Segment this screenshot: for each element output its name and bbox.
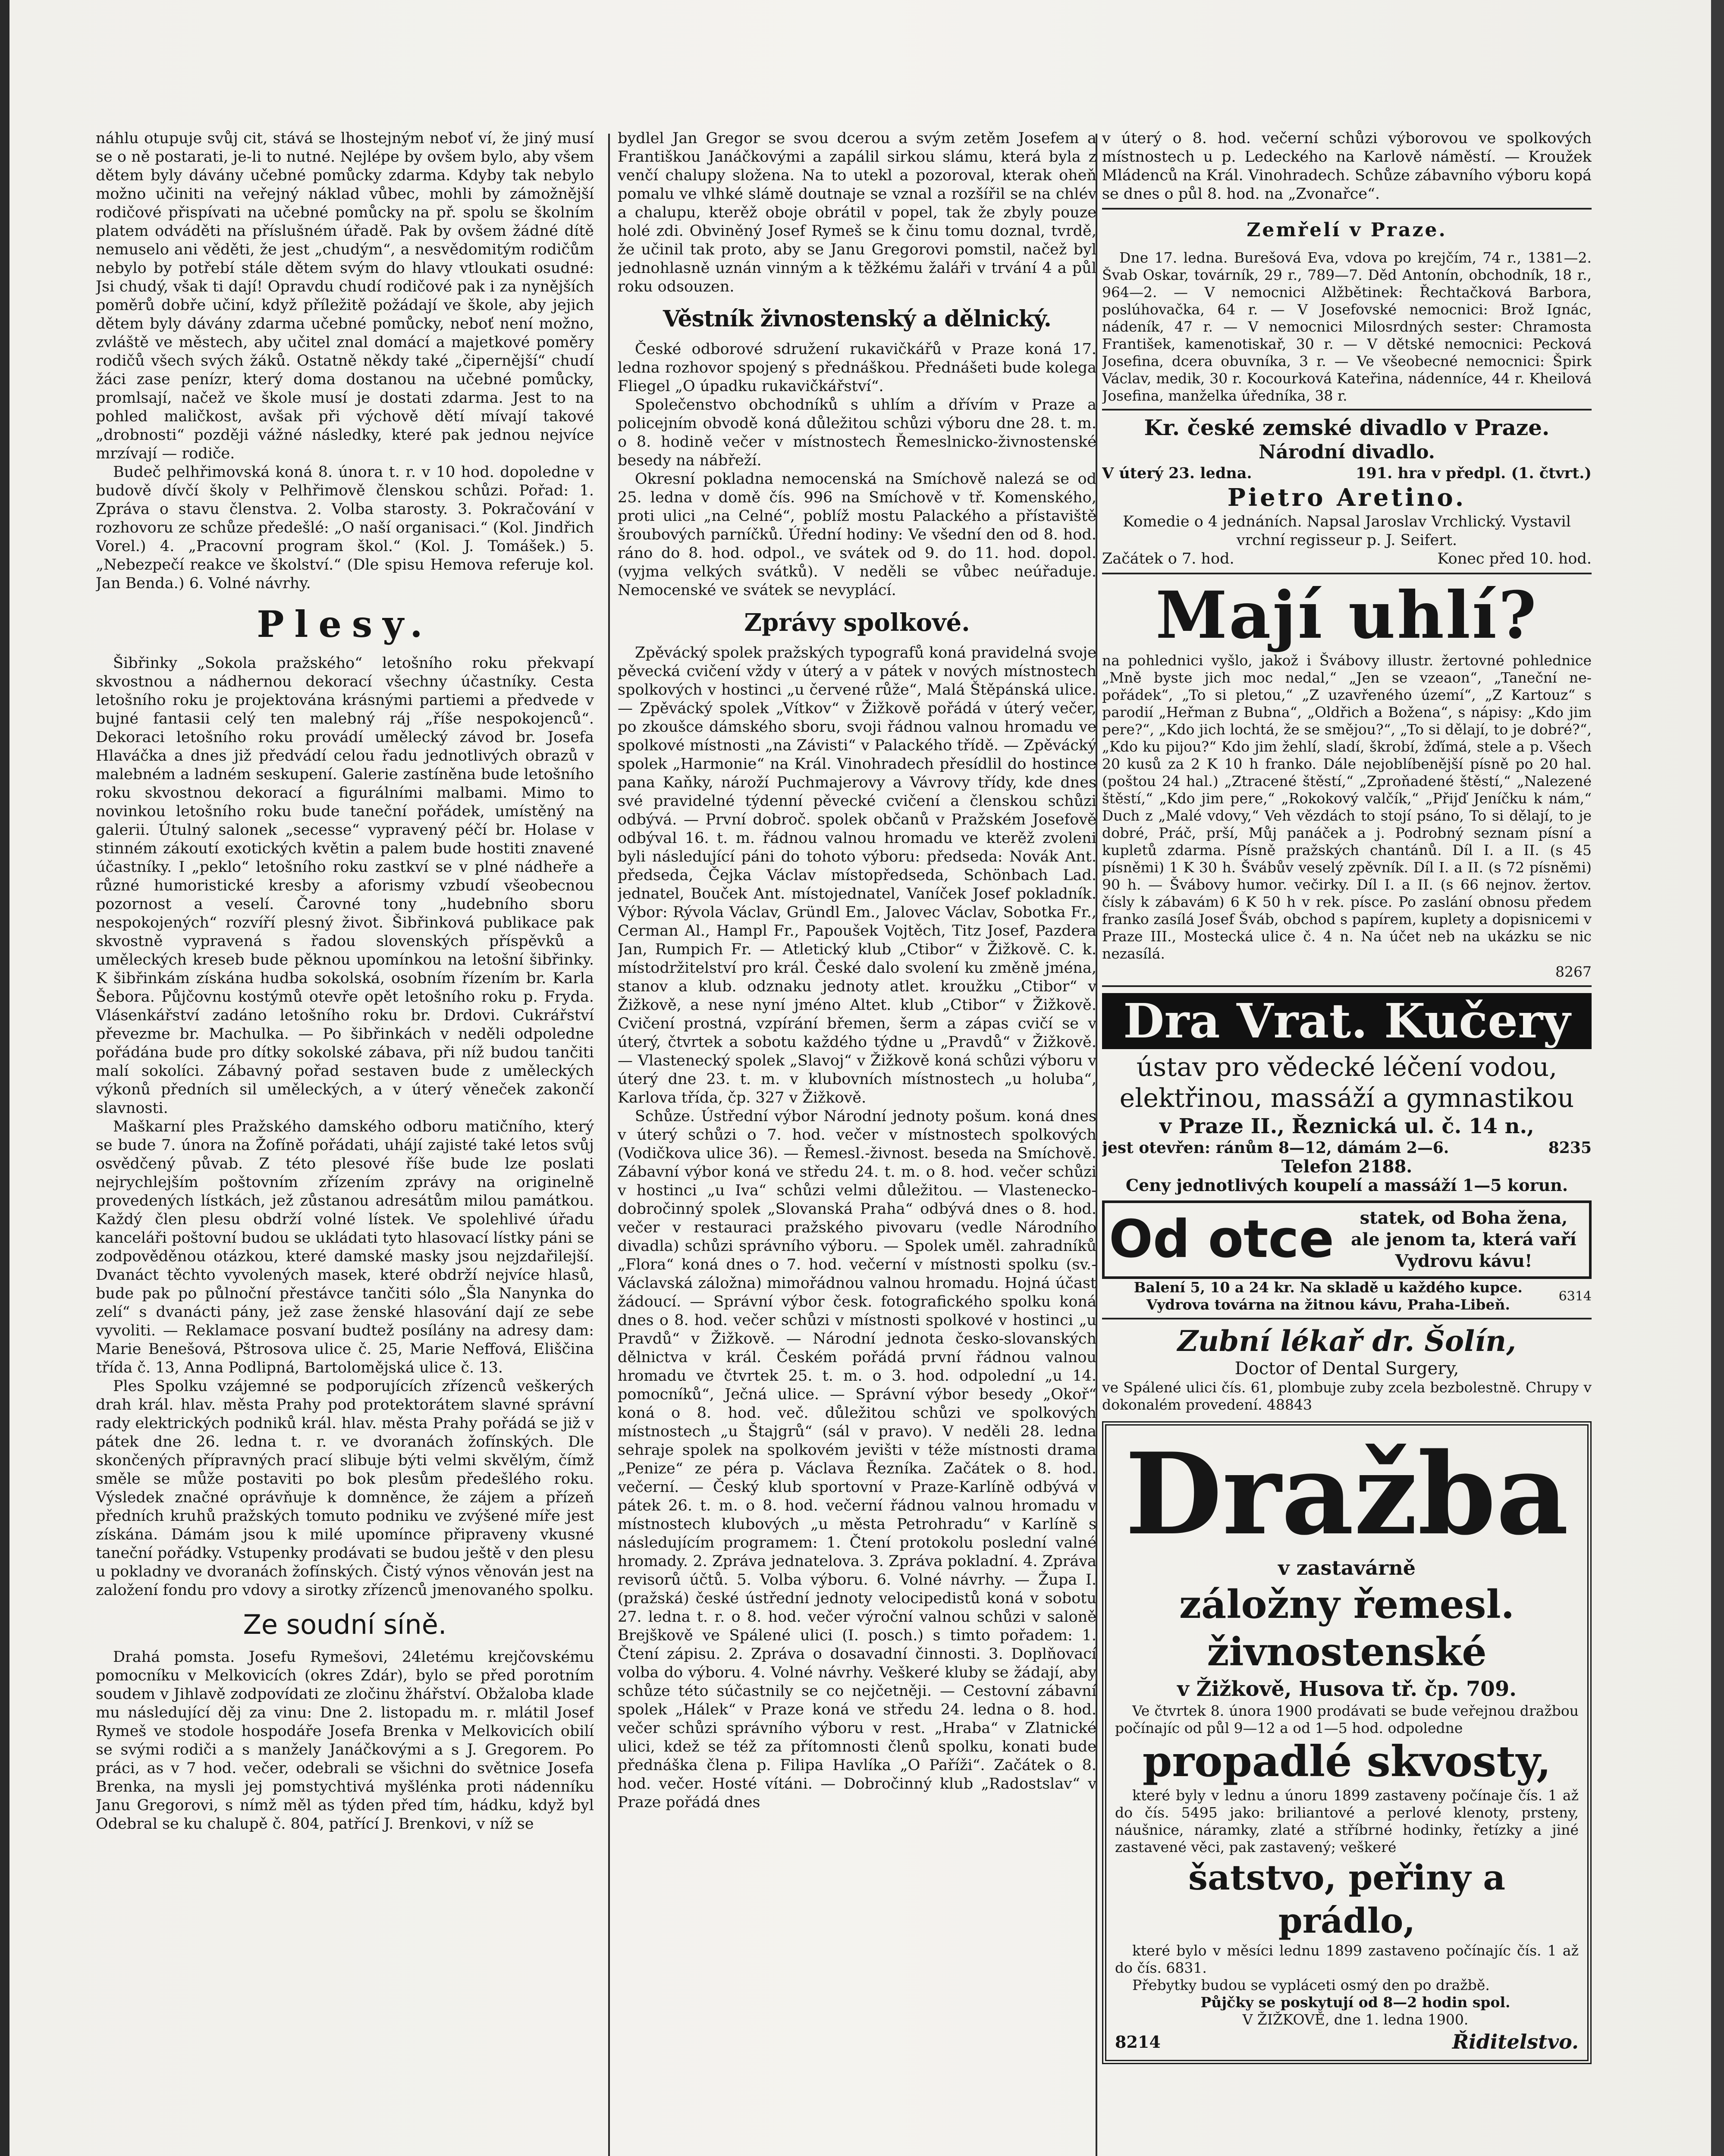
drazba-propadle: propadlé skvosty,	[1142, 1737, 1551, 1786]
divider	[1102, 1318, 1592, 1319]
theatre-end: Konec před 10. hod.	[1437, 550, 1592, 567]
section-heading-zpravy-spolkove: Zprávy spolkové.	[744, 608, 970, 637]
drazba-text-2: které byly v lednu a únoru 1899 zastaveny počínaje čís. 1 až do čís. 5495 jako: briliantové a perlové klenoty, prsteny, náušnice, náramky, zlaté a stříbrné hodinky, řetízky a jiné zastavené věci, pak zastavený; veškeré	[1115, 1787, 1579, 1855]
article-maskarni-ples: Maškarní ples Pražského damského odboru matičního, který se bude 7. února na Žofíně pořádati, uhájí zajisté také letos svůj osvědčený půvab. Z této plesové říše bude lze poslati nejrychlejším poštovním zřízením zprávy na originelně provedených lístkách, jež zůstanou adresátům milou památkou. Každý člen plesu obdrží volné lístek. Ve spolehlivé úřadu kanceláři poštovní budou se ukládati tyto hlasovací lístky páni se zodpověděnou otázkou, které damské masky jsou nejzdařilejší. Dvanáct těchto vyvolených masek, které obdrží nejvíce hlasů, bude pak po půlnoční přestávce tančiti sólo „Šla Nanynka do zelí“ s dvanácti pány, jež zase ženské hlasování dají ze sebe vyvoliti. — Reklamace posvaní budtež posílány na adresy dam: Marie Benešová, Pštrosova ulice č. 25, Marie Neffová, Eliščina třída č. 13, Anna Podlipná, Bartolomějská ulice č. 13.	[96, 1118, 594, 1376]
deaths-list: Dne 17. ledna. Burešová Eva, vdova po krejčím, 74 r., 1381—2. Švab Oskar, továrník, 29 r., 789—7. Děd Antonín, obchodník, 18 r., 964—2. — V nemocnici Alžbětinek: Řechtačková Barbora, poslúhovačka, 64 r. — V Josefovské nemocnici: Brož Ignác, nádeník, 47 r. — V nemocnici Milosrdných sester: Chramosta František, kamenotiskař, 30 r. — V dětské nemocnici: Pecková Josefina, dcera obuvníka, 3 r. — Ve všeobecné nemocnici: Špirk Václav, medik, 30 r. Kocourková Kateřina, nádenníce, 44 r. Kheilová Josefina, manželka úředníka, 38 r.	[1102, 249, 1592, 404]
od-otce-footer	[1102, 1279, 1592, 1313]
theatre-title: Kr. české zemské divadlo v Praze.	[1144, 415, 1550, 440]
article-okresni-pokladna: Okresní pokladna nemocenská na Smíchově nalezá se od 25. ledna v domě čís. 996 na Smíchově v tř. Komenského, proti ulici „na Celné“, poblíž mostu Palackého a přístaviště šroubových parníčků. Úřední hodiny: Ve všední den od 8. hod. ráno do 8. hod. odpol., ve svátek od 9. do 11. hod. dopol. (vyjma velkých svátků). V neděli se vůbec neúřaduje. Nemocenské ve svátek se nevyplácí.	[618, 470, 1096, 599]
left-column	[96, 129, 594, 2156]
divider	[1102, 573, 1592, 574]
drazba-text-6: V ŽIŽKOVĚ, dne 1. ledna 1900.	[1242, 2011, 1469, 2028]
divider	[1102, 985, 1592, 987]
column-rule	[608, 134, 610, 2156]
kucera-telephone: Telefon 2188.	[1281, 1156, 1413, 1177]
theatre-description: Komedie o 4 jednáních. Napsal Jaroslav Vrchlický. Vystavil vrchní regisseur p. J. Seifert.	[1123, 513, 1571, 549]
divider	[1102, 208, 1592, 210]
od-otce-number: 6314	[1558, 1288, 1592, 1304]
drazba-zalozny: záložny řemesl. živnostenské	[1179, 1582, 1515, 1675]
article-schuze: Schůze. Ústřední výbor Národní jednoty pošum. koná dnes v úterý schůzi o 7. hod. večer v místnostech spolkových (Vodičkova ulice 36). — Řemesl.-živnost. beseda na Smíchově. Zábavní výbor koná ve středu 24. t. m. o 8. hod. večer schůzi v hostinci „u Iva“ schůzi velmi důležitou. — Vlastenecko-dobročinný spolek „Slovanská Praha“ odbývá dnes o 8. hod. večer v restauraci pražského pivovaru (vedle Národního divadla) schůzi správního výboru. — Spolek uměl. zahradníků „Flora“ koná dnes o 7. hod. večerní v místnosti spolku (sv.-Václavská záložna) mimořádnou valnou hromadu. Hojná účast žádoucí. — Správní výbor česk. fotografického spolku koná dnes o 8. hod. večer schůzi v místnosti spolkové v hostinci „u Pravdů“ v Žižkově. — Národní jednota česko-slovanských dělnictva v král. Českém pořádá první řádnou valnou hromadu ve čtvrtek 25. t. m. o 3. hod. odpolední „u 14. pomocníků“, Ječná ulice. — Správní výbor besedy „Okoř“ koná o 8. hod. več. důležitou schůzi ve spolkových místnostech „u Štajgrů“ (sál v pravo). V neděli 28. ledna sehraje spolek na spolkovém jevišti v téže místnosti drama „Penize“ ze péra p. Václava Řezníka. Začátek o 8. hod. večerní. — Český klub sportovní v Praze-Karlíně odbývá v pátek 26. t. m. o 8. hod. večerní řádnou valnou hromadu v místnostech klubových „u města Petrohradu“ v Karlíně s následujícím programem: 1. Čtení protokolu poslední valné hromady. 2. Zpráva jednatelova. 3. Zpráva pokladní. 4. Zpráva revisorů účtů. 5. Volba výboru. 6. Volné návrhy. — Župa I. (pražská) české ústřední jednoty velocipedistů koná v sobotu 27. ledna t. r. o 8. hod. večer výroční valnou schůzi v saloně Brejškově ve Spálené ulici (I. posch.) s timto pořadem: 1. Čtení zápisu. 2. Zpráva o dosavadní činnosti. 3. Doplňovací volba do výboru. 4. Volné návrhy. Veškeré kluby se žádají, aby schůze této súčastnily se co nejčetněji. — Cestovní zábavní spolek „Hálek“ v Praze koná ve středu 24. ledna o 8. hod. večer schůzi správního výboru v rest. „Hraba“ v Zlatnické ulici, kdež se též za přítomnosti členů spolku, konati bude přednáška člena p. Filipa Havlíka „O Paříži“. Začátek o 8. hod. večer. Hosté vítáni. — Dobročinný klub „Radostslav“ v Praze pořádá dnes	[618, 1108, 1096, 1811]
drazba-address: v Žižkově, Husova tř. čp. 709.	[1177, 1677, 1517, 1701]
zubni-lekar-headline: Zubní lékař dr. Šolín,	[1177, 1324, 1517, 1358]
right-column	[1102, 129, 1592, 2156]
article-continuation: v úterý o 8. hod. večerní schůzi výborovou ve spolkových místnostech u p. Ledeckého na Karlově náměstí. — Kroužek Mládenců na Král. Vinohradech. Schůze zábavního výboru kopá se dnes o půl 8. hod. na „Zvonařce“.	[1102, 130, 1592, 203]
scan-edge-right	[1711, 0, 1724, 2156]
od-otce-slogan: statek, od Boha žena, ale jenom ta, která vaří Vydrovu kávu!	[1351, 1208, 1576, 1271]
zubni-lekar-number: 48843	[1267, 1396, 1313, 1413]
drazba-text-5: Půjčky se poskytují od 8—2 hodin spol.	[1200, 1994, 1510, 2011]
drazba-text-4: Přebytky budou se vypláceti osmý den po dražbě.	[1132, 1977, 1490, 1993]
theatre-subtitle: Národní divadlo.	[1259, 441, 1435, 463]
zubni-lekar-address	[1102, 1379, 1592, 1413]
drazba-text-1: Ve čtvrtek 8. února 1900 prodávati se bude veřejnou dražbou počínajíc od půl 9—12 a od 1—5 hod. odpoledne	[1115, 1702, 1579, 1736]
maji-uhli-headline: Mají uhlí?	[1156, 577, 1538, 653]
drazba-headline: Dražba	[1125, 1429, 1569, 1560]
kucera-address: v Praze II., Řeznická ul. č. 14 n.,	[1159, 1114, 1534, 1138]
od-otce-small: Balení 5, 10 a 24 kr. Na skladě u každého kupce. Vydrova továrna na žitnou kávu, Praha-Libeň.	[1134, 1279, 1523, 1313]
section-heading-vestnik: Věstník živnostenský a dělnický.	[663, 306, 1052, 332]
kucera-hours-row	[1102, 1139, 1592, 1157]
article-continuation: bydlel Jan Gregor se svou dcerou a svým zetěm Josefem a Františkou Janáčkovými a zapálil sirkou slámu, která byla z venčí chalupy složena. Na to utekl a pozoroval, kterak oheň pomalu ve vlhké slámě doutnaje se vznal a rozšířil se na chlév a chalupu, kterěž oboje obrátil v popel, tak že zbyly pouze holé zdi. Obviněný Josef Rymeš se k činu tomu doznal, tvrdě, že učinil tak proto, aby se Janu Gregorovi pomstil, načež byl jednohlasně uznán vinným a k těžkému žaláři v trvání 4 a půl roku odsouzen.	[618, 130, 1096, 295]
drazba-signature-row	[1115, 2030, 1579, 2053]
kucera-number: 8235	[1548, 1139, 1592, 1157]
article-zpevacky-spolek: Zpěvácký spolek pražských typografů koná pravidelná svoje pěvecká cvičení vždy v úterý a v pátek v nových místnostech spolkových v hostinci „u červené růže“, Malá Štěpánská ulice. — Zpěvácký spolek „Vítkov“ v Žižkově pořádá v úterý večer, po zkoušce dámského sboru, svoji řádnou valnou hromadu ve spolkové místnosti „na Závisti“ v Palackého třídě. — Zpěvácký spolek „Harmonie“ na Král. Vinohradech přesídlil do hostince pana Kaňky, nároží Puchmajerovy a Vávrovy třídy, kde dnes své pravidelné týdenní pěvecké cvičení a členskou schůzi odbývá. — První dobroč. spolek občanů v Pražském Josefově odbýval 16. t. m. řádnou valnou hromadu ve kterěž zvoleni byli následující páni do tohoto výboru: předseda: Novák Ant. předseda, Čejka Václav místopředseda, Schönbach Lad. jednatel, Bouček Ant. místojednatel, Vaníček Josef pokladník. Výbor: Rývola Václav, Gründl Em., Jalovec Václav, Sobotka Fr., Cerman Al., Hampl Fr., Papoušek Vojtěch, Titz Josef, Pazdera Jan, Rumpich Fr. — Atletický klub „Ctibor“ v Žižkově. C. k. místodržitelství pro král. České dalo svolení ku změně jména, stanov a klub. odznaku jednoty atlet. kroužku „Ctibor“ v Žižkově, a nese nyní jméno Altet. klub „Ctibor“ v Žižkově. Cvičení prostná, vzpírání břemen, šerm a zápas cvičí se v úterý, čtvrtek a sobotu každého týdne u „Pravdů“ v Žižkově. — Vlastenecký spolek „Slavoj“ v Žižkově koná schůzi výboru v úterý dne 23. t. m. v klubovních místnostech „u holuba“, Karlova třída, čp. 327 v Žižkově.	[618, 644, 1096, 1106]
theatre-start: Začátek o 7. hod.	[1102, 550, 1234, 567]
drazba-text-3: které bylo v měsíci lednu 1899 zastaveno počínajíc čís. 1 až do čís. 6831.	[1115, 1942, 1579, 1976]
drazba-signature: Řiditelstvo.	[1452, 2030, 1579, 2053]
article-draha-pomsta: Drahá pomsta. Josefu Rymešovi, 24letému krejčovskému pomocníku v Melkovicích (okres Zdár), bylo se před porotním soudem v Jihlavě zodpovídati ze zločinu žhářství. Obžaloba klade mu následující děj za vinu: Dne 2. listopadu m. r. mlátil Josef Rymeš ve stodole hospodáře Josefa Brenka v Melkovicích obilí se svými rodiči a s manžely Janáčkovými a s J. Gregorem. Po práci, as v 7 hod. večer, odebrali se všichni do světnice Josefa Brenka, na mysli jej pomstychtivá myšlénka proti nádenníku Janu Gregorovi, s nímž měl as týden před tím, hádku, když byl Odebral se ku chalupě č. 804, patřící J. Brenkovi, v níž se	[96, 1648, 594, 1833]
section-heading-plesy: Plesy.	[257, 603, 433, 646]
ad-number: 8267	[1555, 963, 1592, 980]
article-intro: náhlu otupuje svůj cit, stává se lhostejným neboť ví, že jiný musí se o ně postarati, je-li to nutné. Nejlépe by ovšem bylo, aby všem dětem byly dávány učebné pomůcky zdarma. Kdyby tak nebylo možno učiniti na veřejný náklad vůbec, mohli by zámožnější rodičové přispívati na učebné pomůcky na př. spolu se školním platem odváděti na příslušném úřadě. Pak by ovšem žádné dítě nemuselo ani věděti, že jest „chudým“, a nesvědomitým rodičům nebylo by potřebí stále dětem svým do hlavy vtloukati osudné: Jsi chudý, však ti dají! Opravdu chudí rodičové pak i za nynějších poměrů dobře učiní, když příležitě požádají ve škole, aby jejich dětem byly dávány zdarma učebné pomůcky, neboť není možno, zvláště ve městech, aby učitel znal domácí a majetkové poměry rodičů všech svých žáků. Ostatně někdy také „čipernější“ chudí žáci zase penízr, který doma dostanou na učebné pomůcky, promlsají, načež ve škole musí je dostati zdarma. Jest to na pohled maličkost, avšak při výchově dětí mívají takové „drobnosti“ později vážné následky, které pak jednou nejvíce mrzívají — rodiče.	[96, 130, 594, 462]
theatre-times	[1102, 550, 1592, 568]
zubni-lekar-address-text: ve Spálené ulici čís. 61, plombuje zuby zcela bezbolestně. Chrupy v dokonalém provedení.	[1102, 1379, 1592, 1413]
theatre-date-row	[1102, 464, 1592, 483]
kucera-ad	[1102, 993, 1592, 1194]
drazba-subtitle: v zastavárně	[1278, 1556, 1416, 1579]
od-otce-headline: Od otce	[1109, 1210, 1335, 1269]
article-sibrinky: Šibřinky „Sokola pražského“ letošního roku překvapí skvostnou a nádhernou dekorací všechny účastníky. Cesta letošního roku je projektována krásnými partiemi a předvede v bujné fantasii celý ten malebný ráj „říše nespokojenců“. Dekoraci letošního roku provádí umělecký závod br. Josefa Hlaváčka a dnes již předvádí celou řadu jednotlivých obrazů v malebném a ladném seskupení. Galerie zastíněna bude letošního roku skvostnou dekorací a figurálními malbami. Mimo to novinkou letošního roku bude taneční pořádek, umístěný na galerii. Útulný salonek „secesse“ vypravený péčí br. Holase v stinném zákoutí exotických květin a palem bude hostiti znavené účastníky. I „peklo“ letošního roku zastkví se v plné nádheře a různé humoristické kresby a aforismy vzbudí všeobecnou pozornost a veselí. Čarovné tony „hudebního sboru nespokojených“ rozvíří plesný život. Šibřinková publikace pak skvostně vypravená s řadou slovenských příspěvků a uměleckých kreseb bude pěknou upomínkou na letošní šibřinky. K šibřinkám získána hudba sokolská, osobním řízením br. Karla Šebora. Půjčovnu kostýmů otevře opět letošního roku p. Fryda. Vlásenkářství zadáno letošního roku br. Drdovi. Cukrářství převezme br. Machulka. — Po šibřinkách v neděli odpoledne pořádána bude pro dítky sokolské zábava, při níž budou tančiti malí sokolíci. Zábavný pořad sestaven bude z uměleckých výkonů předních sil uměleckých, a v úterý věneček zakončí slavnosti.	[96, 655, 594, 1117]
article-ples-spolku: Ples Spolku vzájemné se podporujících zřízenců veškerých drah král. hlav. města Prahy pod protektorátem slavné správní rady elektrických podniků král. hlav. města Prahy pořádá se již v pátek dne 26. ledna t. r. ve dvoranách žofínských. Dle skončených přípravných prací slibuje býti velmi skvělým, čímž směle se může postaviti po bok plesům předešlého roku. Výsledek značné oprávňuje k domněnce, že zájem a přízeň předních kruhů pražských tomuto podniku ve zvýšené míře jest získána. Dámám jsou k milé upomínce připraveny vkusné taneční pořádky. Vstupenky prodávati se budou ještě v den plesu u pokladny ve dvoranách žofínských. Čistý výnos věnován jest na založení fondu pro vdovy a sirotky zřízenců jmenovaného spolku.	[96, 1378, 594, 1599]
theatre-performance: 191. hra v předpl. (1. čtvrt.)	[1356, 464, 1592, 482]
middle-column	[618, 129, 1096, 2156]
od-otce-ad	[1102, 1200, 1592, 1279]
section-heading-zemreli: Zemřelí v Praze.	[1247, 219, 1447, 241]
kucera-prices: Ceny jednotlivých koupelí a massáží 1—5 korun.	[1125, 1175, 1568, 1195]
theatre-date: V úterý 23. ledna.	[1102, 464, 1252, 482]
zubni-lekar-subtitle: Doctor of Dental Surgery,	[1234, 1359, 1459, 1379]
article-budec: Budeč pelhřimovská koná 8. února t. r. v 10 hod. dopoledne v budově dívčí školy v Pelhřimově členskou schůzi. Pořad: 1. Zpráva o stavu členstva. 2. Volba starosty. 3. Pokračování v rozhovoru ze schůze předešlé: „O naší organisaci.“ (Kol. Jindřich Vorel.) 4. „Pracovní program škol.“ (Kol. J. Tomášek.) 5. „Nebezpečí reakce ve školství.“ (Dle spisu Hemova referuje kol. Jan Benda.) 6. Volné návrhy.	[96, 464, 594, 592]
drazba-number: 8214	[1115, 2032, 1161, 2052]
scan-edge-left	[0, 0, 9, 2156]
drazba-ad	[1102, 1421, 1592, 2064]
kucera-title: Dra Vrat. Kučery	[1102, 993, 1592, 1049]
drazba-satstvo: šatstvo, peřiny a prádlo,	[1188, 1857, 1506, 1941]
article-spolecenstvo: Společenstvo obchodníků s uhlím a dřívím v Praze a policejním obvodě koná důležitou schůzi výboru dne 28. t. m. o 8. hodině večer v místnostech Řemeslnicko-živnostenské besedy na nábřeží.	[618, 396, 1096, 469]
theatre-ad	[1102, 415, 1592, 568]
article-rukavickari: České odborové sdružení rukavičkářů v Praze koná 17. ledna rozhovor spojený s přednáškou. Přednášeti bude kolega Fliegel „O úpadku rukavičkářství“.	[618, 341, 1096, 395]
kucera-line-2: elektřinou, massáží a gymnastikou	[1119, 1083, 1574, 1113]
theatre-play: Pietro Aretino.	[1227, 483, 1466, 512]
kucera-hours: jest otevřen: ránům 8—12, dámám 2—6.	[1102, 1139, 1449, 1157]
section-heading-soudni-sin: Ze soudní síně.	[243, 1609, 447, 1640]
maji-uhli-text: na pohlednici vyšlo, jakož i Švábovy illustr. žertovné pohlednice „Mně byste jich moc nedal,“ „Jen se vzeaon“, „Taneční ne-pořádek“, „To si pletou,“ „Z uzavřeného území“, „Z Kartouz“ s parodií „Heřman z Bubna“, „Oldřich a Božena“, s nápisy: „Kdo jim pere?“, „Kdo jich lochtá, že se smějou?“, „To si dělají, to je dobré?“, „Kdo ku pijou?“ Kdo jim žehlí, sladí, škrobí, žďímá, stele a p. Všech 20 kusů za 2 K 10 h franko. Dále nejoblíbenější písně po 20 hal. (poštou 24 hal.) „Ztracené štěstí,“ „Zproňadené štěstí,“ „Nalezené štěstí,“ „Kdo jim pere,“ „Rokokový valčík,“ „Přijď Jeníčku k nám,“ Duch z „Malé vdovy,“ Veh vězdách to stojí psáno, To si dělají, to je dobré, Práč, prší, Můj panáček a j. Podrobný seznam písní a kupletů zdarma. Písně pražských chantánů. Díl I. a II. (s 45 písněmi) 1 K 30 h. Švábův veselý zpěvník. Díl I. a II. (s 72 písněmi) 90 h. — Švábovy humor. večirky. Díl I. a II. (s 66 nejnov. žertov. čísly k zábavám) 6 K 50 h v rek. písce. Po zaslání obnosu předem franko zasílá Josef Šváb, obchod s papírem, kuplety a dopisnicemi v Praze III., Mostecká ulice č. 4 n. Na účet neb na ukázku se nic nezasílá.	[1102, 652, 1592, 962]
kucera-line-1: ústav pro vědecké léčení vodou,	[1136, 1052, 1558, 1082]
divider	[1102, 409, 1592, 411]
